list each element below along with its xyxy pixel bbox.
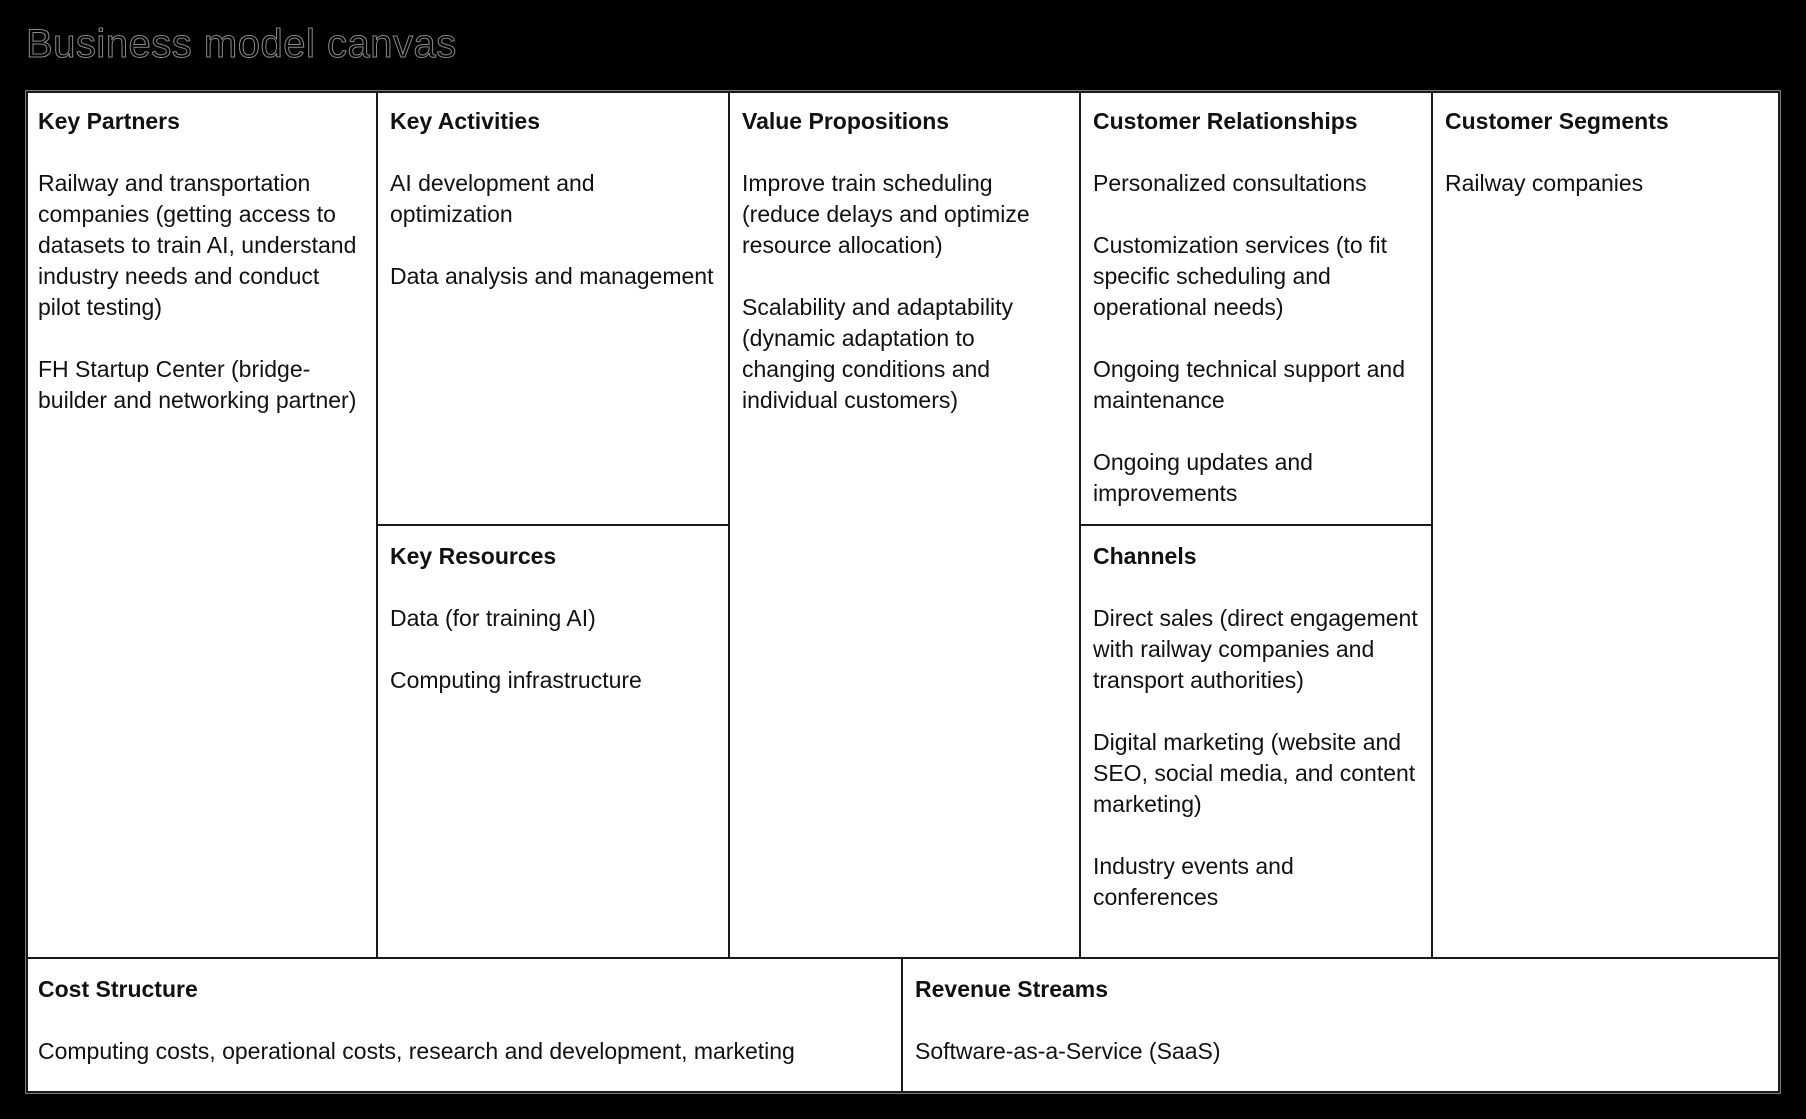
divider — [26, 957, 1780, 959]
key-activities-item: AI development and optimization — [390, 170, 595, 227]
key-activities-heading: Key Activities — [390, 108, 540, 134]
customer-relationships-heading: Customer Relationships — [1093, 108, 1358, 134]
key-resources-item: Computing infrastructure — [390, 667, 642, 693]
key-partners-item: FH Startup Center (bridge-builder and networking partner) — [38, 356, 357, 413]
value-propositions-heading: Value Propositions — [742, 108, 950, 134]
value-propositions-item: Scalability and adaptability (dynamic adaptation to changing conditions and individual customers) — [742, 294, 1014, 413]
channels-item: Direct sales (direct engagement with railway companies and transport authorities) — [1093, 605, 1418, 693]
divider — [901, 957, 903, 1093]
block-key-partners — [26, 91, 376, 957]
customer-relationships-item: Ongoing technical support and maintenance — [1093, 356, 1405, 413]
business-model-canvas — [26, 91, 1780, 1093]
block-channels — [1081, 526, 1431, 957]
block-cost-structure — [26, 959, 901, 1093]
channels-heading: Channels — [1093, 543, 1197, 569]
block-key-resources — [378, 526, 728, 957]
key-partners-item: Railway and transportation companies (getting access to datasets to train AI, understand industry needs and conduct pilot testing) — [38, 170, 357, 320]
block-customer-segments — [1433, 91, 1780, 957]
revenue-streams-item: Software-as-a-Service (SaaS) — [915, 1038, 1221, 1064]
block-key-activities — [378, 91, 728, 524]
revenue-streams-heading: Revenue Streams — [915, 976, 1109, 1002]
block-revenue-streams — [903, 959, 1780, 1093]
channels-item: Industry events and conferences — [1093, 853, 1294, 910]
border — [26, 91, 1780, 93]
page-title: Business model canvas — [26, 22, 457, 66]
key-resources-heading: Key Resources — [390, 543, 557, 569]
divider — [376, 524, 730, 526]
key-activities-item: Data analysis and management — [390, 263, 714, 289]
cost-structure-item: Computing costs, operational costs, research and development, marketing — [38, 1038, 795, 1064]
value-propositions-item: Improve train scheduling (reduce delays and optimize resource allocation) — [742, 170, 1030, 258]
cost-structure-heading: Cost Structure — [38, 976, 198, 1002]
border — [26, 1091, 1780, 1093]
channels-item: Digital marketing (website and SEO, social media, and content marketing) — [1093, 729, 1416, 817]
key-resources-item: Data (for training AI) — [390, 605, 596, 631]
customer-segments-item: Railway companies — [1445, 170, 1644, 196]
customer-relationships-item: Personalized consultations — [1093, 170, 1367, 196]
block-value-propositions — [730, 91, 1079, 957]
customer-relationships-item: Ongoing updates and improvements — [1093, 449, 1313, 506]
customer-relationships-item: Customization services (to fit specific scheduling and operational needs) — [1093, 232, 1387, 320]
block-customer-relationships — [1081, 91, 1431, 524]
key-partners-heading: Key Partners — [38, 108, 180, 134]
border — [1778, 91, 1780, 1093]
customer-segments-heading: Customer Segments — [1445, 108, 1669, 134]
border — [26, 91, 28, 1093]
divider — [1079, 524, 1433, 526]
